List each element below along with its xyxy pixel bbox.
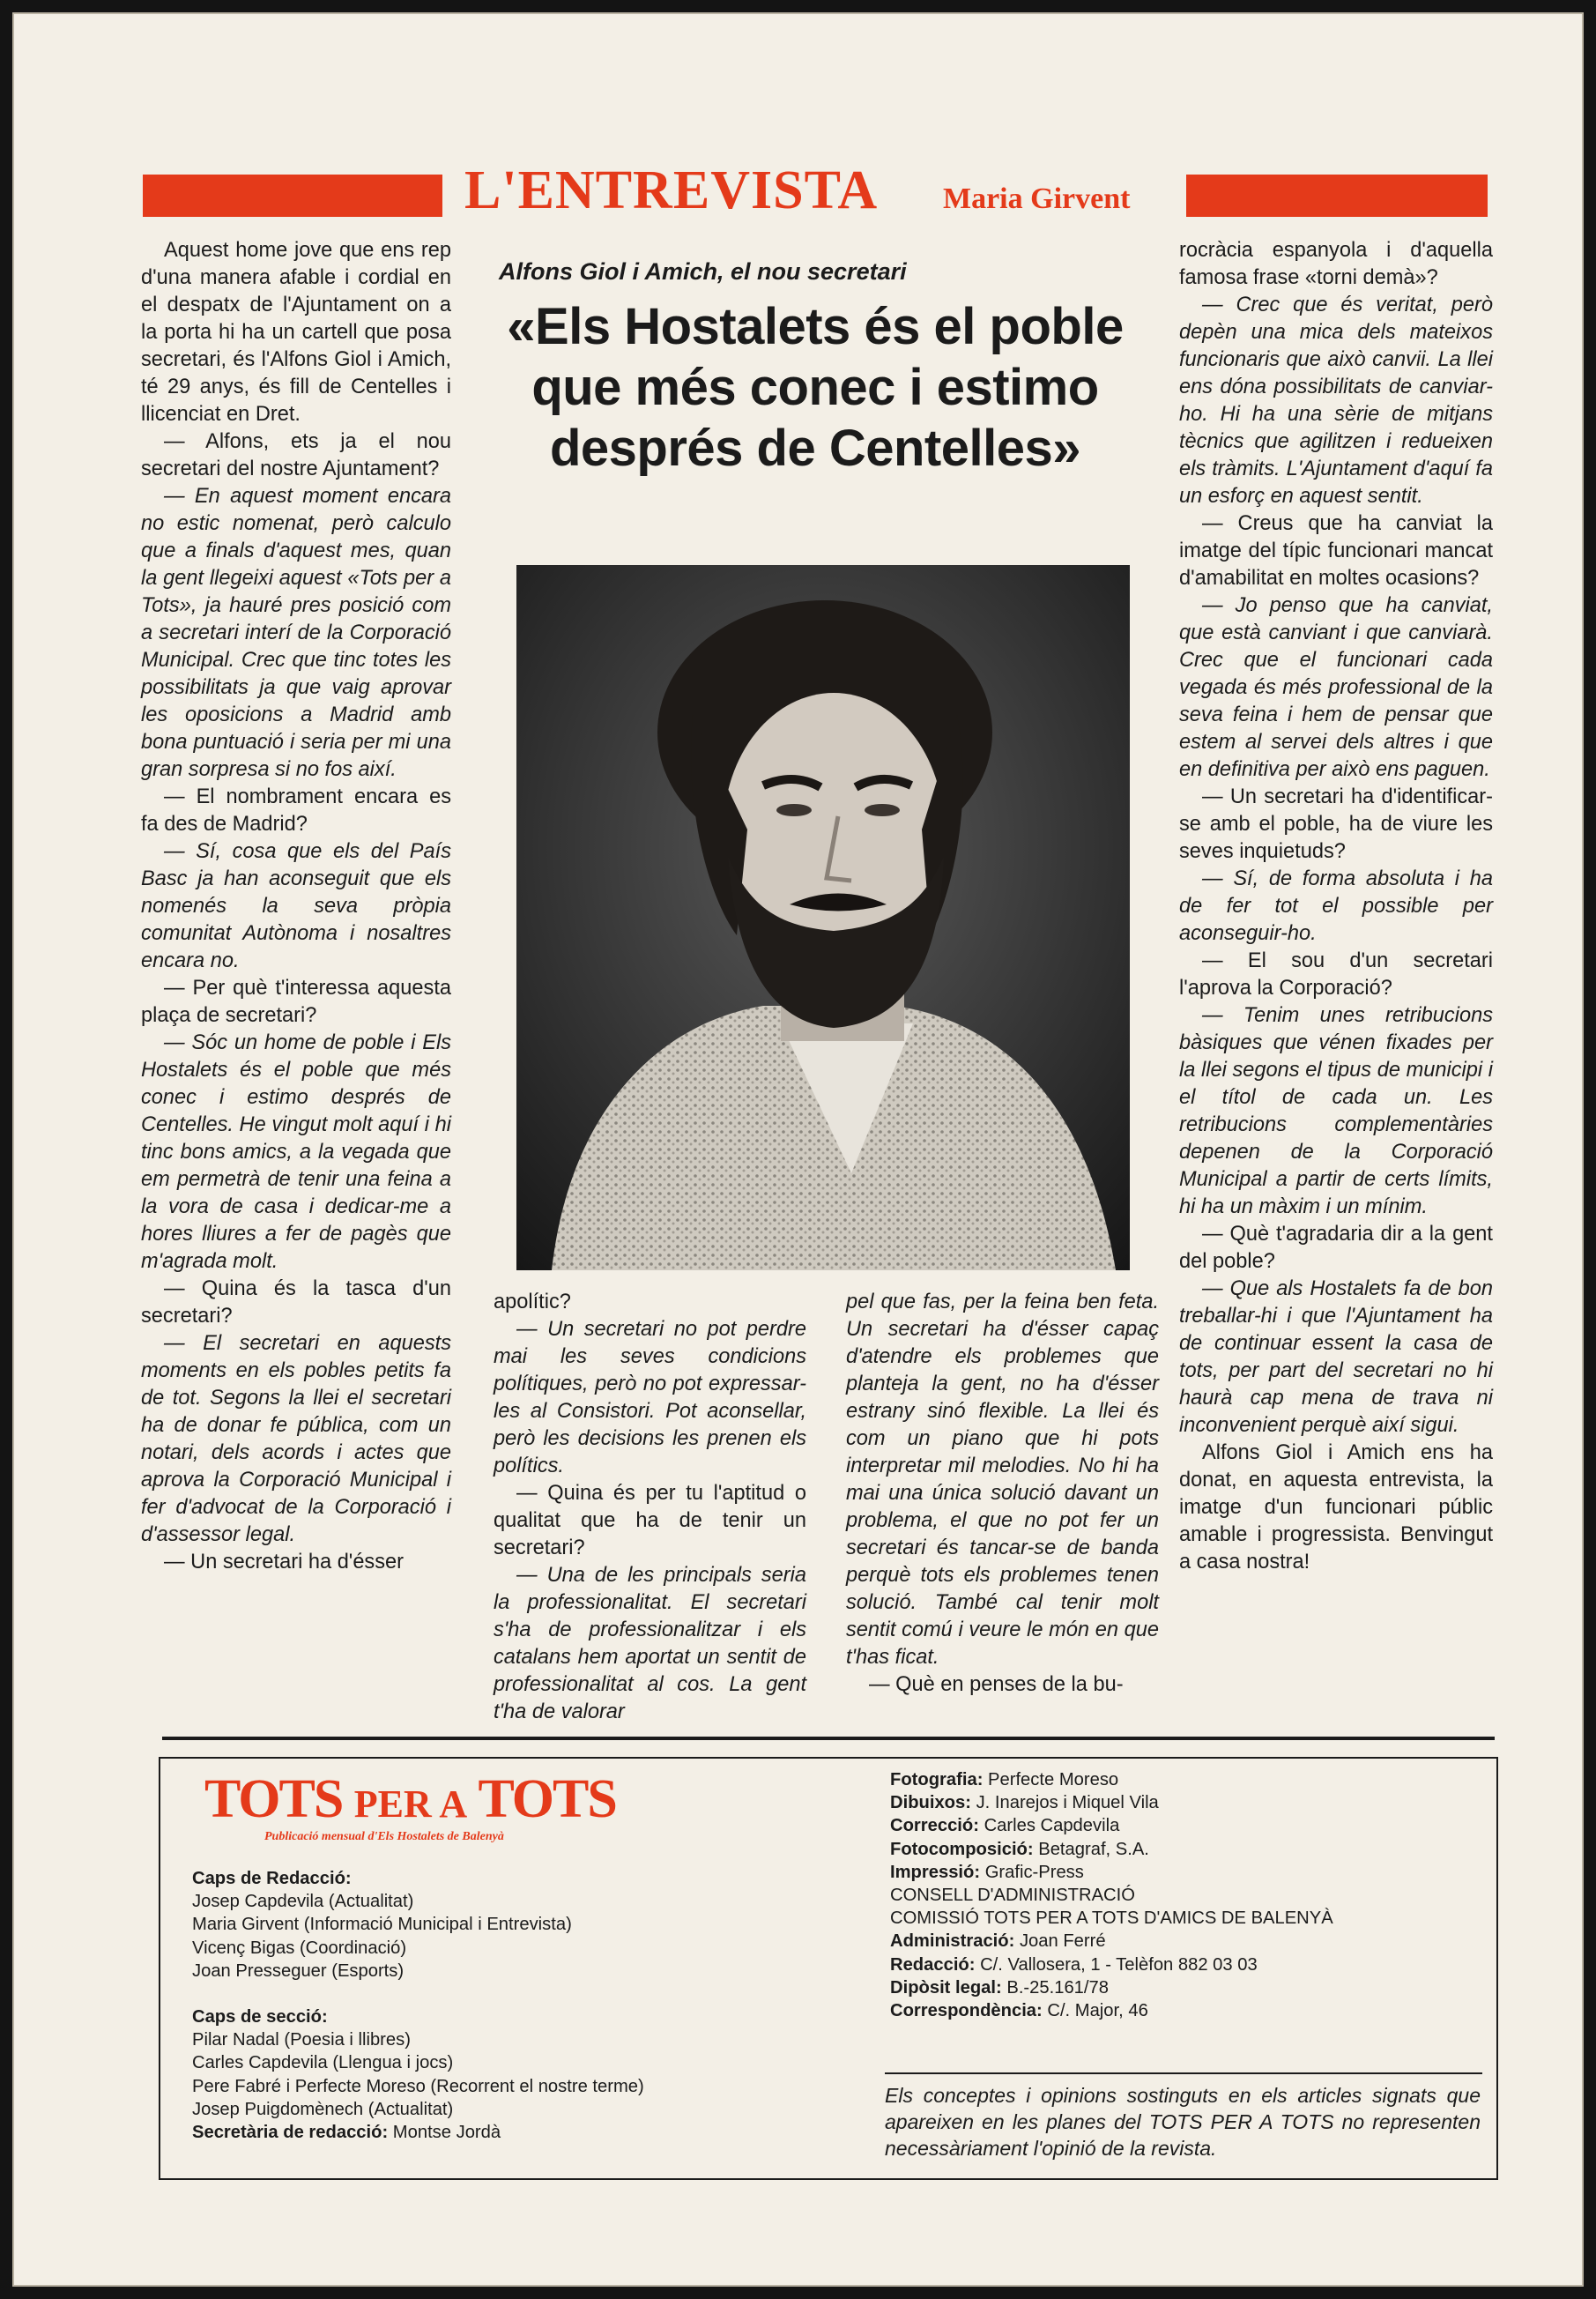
paragraph: — Sóc un home de poble i Els Hostalets és el poble que més conec i estimo després de Centelles. He vingut molt aquí i hi tinc bons amics, a la vegada que em permetrà de tenir una feina a la vora de casa i dedicar-me a hores lliures a fer de pagès que m'agrada molt. [141,1031,451,1273]
logo-word-tots: TOTS [204,1769,343,1829]
credit-line [890,1930,1472,1953]
list-item: Pere Fabré i Perfecte Moreso (Recorrent el nostre terme) [192,2076,644,2096]
caps-redaccio-heading: Caps de Redacció: [192,1869,352,1888]
paragraph: — Crec que és veritat, però depèn una mica dels mateixos funcionaris que això canvii. La llei ens dóna possibilitats de canviar-ho. Hi ha una sèrie de mitjans tècnics que agilitzen i redueixen els tràmits. L'Ajuntament d'aquí fa un esforç en aquest sentit. [1179,294,1493,508]
credit-label: Fotografia: [890,1770,984,1789]
paragraph: — Per què t'interessa aquesta plaça de secretari? [141,977,451,1027]
paragraph: — Una de les principals seria la professionalitat. El secretari s'ha de professionalitzar i els catalans hem aportat un sentit de professionalitat al cos. La gent t'ha de valorar [494,1564,806,1723]
logo-word-tots-2: TOTS [478,1769,616,1829]
article-column-1 [141,237,451,1576]
masthead-logo-subtitle: Publicació mensual d'Els Hostalets de Balenyà [264,1830,504,1843]
masthead-logo [204,1769,636,1844]
secretaria-line [192,2121,686,2144]
credit-line [890,1953,1472,1976]
credit-value: Betagraf, S.A. [1038,1839,1149,1859]
credit-line [890,1838,1472,1861]
article-column-3 [846,1289,1159,1699]
paragraph: — Un secretari ha d'identificar-se amb el poble, ha de viure les seves inquietuds? [1179,785,1493,863]
list-item: Josep Capdevila (Actualitat) [192,1892,414,1912]
paragraph: pel que fas, per la feina ben feta. Un secretari ha d'ésser capaç d'atendre els problemes que planteja la gent, no ha d'ésser estrany sinó flexible. La llei és com un piano que hi pots interpretar mil melodies. No hi ha mai una única solució davant un problema, el que no pot fer un secretari és tancar-se de banda perquè tots els problemes tenen solució. També cal tenir molt sentit comú i veure le món en que t'has ficat. [846,1291,1159,1669]
paragraph: rocràcia espanyola i d'aquella famosa frase «torni demà»? [1179,239,1493,289]
paragraph: Alfons Giol i Amich ens ha donat, en aquesta entrevista, la imatge d'un funcionari públic amable i progressista. Benvingut a casa nostra! [1179,1441,1493,1574]
paragraph: — Jo penso que ha canviat, que està canviant i que canviarà. Crec que el funcionari cada vegada és més professional de la seva feina i hem de pensar que estem al servei dels altres i que en definitiva per això ens paguen. [1179,594,1493,781]
credit-label: Correspondència: [890,2001,1043,2021]
secretaria-label: Secretària de redacció: [192,2123,389,2143]
credit-label: Redacció: [890,1954,976,1975]
portrait-photo-illustration [516,565,1130,1270]
article-column-4 [1179,237,1493,1576]
section-author: Maria Girvent [943,182,1131,215]
paragraph: — Sí, de forma absoluta i ha de fer tot el possible per aconseguir-ho. [1179,867,1493,945]
paragraph: — Què en penses de la bu- [869,1673,1124,1696]
credit-line [890,1884,1472,1907]
credit-value: J. Inarejos i Miquel Vila [976,1793,1159,1813]
credit-label: Administració: [890,1931,1015,1952]
article-column-2 [494,1289,806,1726]
article-kicker: Alfons Giol i Amich, el nou secretari [499,258,907,285]
credit-value: CONSELL D'ADMINISTRACIÓ [890,1886,1135,1906]
editorial-staff [192,1867,686,2144]
credit-label: Impressió: [890,1862,981,1882]
list-item: Carles Capdevila (Llengua i jocs) [192,2053,454,2073]
credit-value: Joan Ferré [1019,1931,1106,1952]
paragraph: — Quina és la tasca d'un secretari? [141,1277,451,1328]
credit-value: Carles Capdevila [984,1816,1120,1836]
credit-line [890,1814,1472,1837]
paragraph: — El secretari en aquests moments en els pobles petits fa de tot. Segons la llei el secretari ha de donar fe pública, com un notari, dels acords i actes que aprova la Corporació Municipal i fer d'advocat de la Corporació i d'assessor legal. [141,1332,451,1546]
credit-line [890,1791,1472,1814]
paragraph: — Un secretari no pot perdre mai les seves condicions polítiques, però no pot expressar-les al Consistori. Pot aconsellar, però les decisions les prenen els polítics. [494,1318,806,1477]
list-item: Maria Girvent (Informació Municipal i Entrevista) [192,1915,572,1935]
list-item: Pilar Nadal (Poesia i llibres) [192,2030,411,2050]
credit-value: C/. Major, 46 [1047,2001,1148,2021]
portrait-photo [516,565,1130,1270]
header-band-right [1186,175,1488,217]
paragraph: Aquest home jove que ens rep d'una manera afable i cordial en el despatx de l'Ajuntament on a la porta hi ha un cartell que posa secretari, és l'Alfons Giol i Amich, té 29 anys, és fill de Centelles i llicenciat en Dret. [141,239,451,426]
disclaimer-divider [885,2072,1482,2074]
caps-seccio-heading: Caps de secció: [192,2007,328,2027]
paragraph: — Tenim unes retribucions bàsiques que vénen fixades per la llei segons el tipus de municipi i el títol de cada un. Les retribucions complementàries depenen de la Corporació Municipal a partir de certs límits, hi ha un màxim i un mínim. [1179,1004,1493,1218]
production-credits [890,1768,1472,2022]
credit-line [890,1999,1472,2022]
credit-line [890,1768,1472,1791]
credit-value: B.-25.161/78 [1006,1977,1109,1998]
header-band-left [143,175,442,217]
list-item: Vicenç Bigas (Coordinació) [192,1938,407,1958]
paragraph: — Quina és per tu l'aptitud o qualitat que ha de tenir un secretari? [494,1482,806,1559]
paragraph: apolític? [494,1291,571,1313]
list-item: Josep Puigdomènech (Actualitat) [192,2099,454,2119]
paragraph: — Un secretari ha d'ésser [164,1551,405,1574]
masthead-logo-word [204,1769,636,1832]
footer-divider [162,1737,1495,1740]
credit-line [890,1907,1472,1930]
credit-label: Dipòsit legal: [890,1977,1002,1998]
credit-value: C/. Vallosera, 1 - Telèfon 882 03 03 [980,1954,1258,1975]
credit-value: Grafic-Press [984,1862,1084,1882]
secretaria-value: Montse Jordà [392,2123,501,2143]
paragraph: — Què t'agradaria dir a la gent del poble? [1179,1223,1493,1273]
credit-label: Fotocomposició: [890,1839,1034,1859]
paragraph: — El sou d'un secretari l'aprova la Corporació? [1179,949,1493,1000]
paragraph: — El nombrament encara es fa des de Madrid? [141,785,451,836]
credit-value: Perfecte Moreso [988,1770,1119,1789]
paragraph: — En aquest moment encara no estic nomenat, però calculo que a finals d'aquest mes, quan la gent llegeixi aquest «Tots per a Tots», ja hauré pres posició com a secretari interí de la Corporació Municipal. Crec que tinc totes les possibilitats ja que vaig aprovar les oposicions a Madrid amb bona puntuació i seria per mi una gran sorpresa si no fos així. [141,485,451,781]
credit-line [890,1861,1472,1884]
disclaimer: Els conceptes i opinions sostinguts en els articles signats que apareixen en les planes del TOTS PER A TOTS no representen necessàriament l'opinió de la revista. [885,2084,1481,2160]
paragraph: — Que als Hostalets fa de bon treballar-hi i que l'Ajuntament ha de continuar essent la casa de tots, per part del secretari no hi haurà cap mena de trava ni inconvenient perquè així sigui. [1179,1277,1493,1437]
paragraph: — Creus que ha canviat la imatge del típic funcionari mancat d'amabilitat en moltes ocasions? [1179,512,1493,590]
credit-line [890,1976,1472,1999]
credit-label: Correcció: [890,1816,979,1836]
paragraph: — Sí, cosa que els del País Basc ja han aconseguit que els nomenés la seva pròpia comunitat Autònoma i nosaltres encara no. [141,840,451,972]
paragraph: — Alfons, ets ja el nou secretari del nostre Ajuntament? [141,430,451,480]
list-item: Joan Presseguer (Esports) [192,1960,405,1981]
article-headline: «Els Hostalets és el poble que més conec i estimo després de Centelles» [507,298,1124,477]
credit-label: Dibuixos: [890,1793,971,1813]
credit-value: COMISSIÓ TOTS PER A TOTS D'AMICS DE BALENYÀ [890,1908,1333,1929]
section-title: L'ENTREVISTA [464,160,879,220]
logo-word-per-a: PER A [353,1782,468,1826]
